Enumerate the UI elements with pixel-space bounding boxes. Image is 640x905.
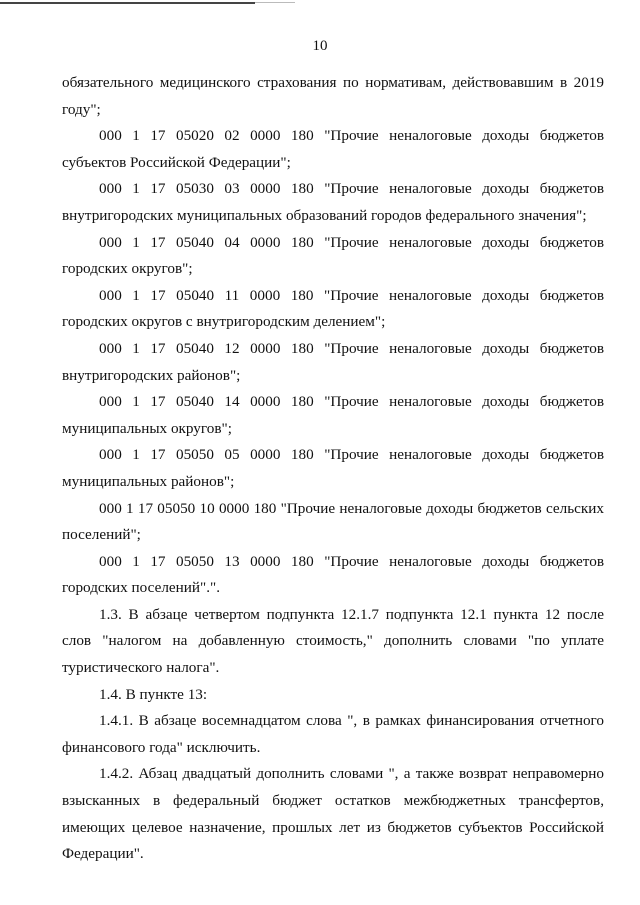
paragraph-1-4: 1.4. В пункте 13: [99,685,208,703]
paragraph-code-05050-05: 000 1 17 05050 05 0000 180 "Прочие неналоговые доходы бюджетов муниципальных районов"; [62,446,604,490]
paragraph-1-4-1: 1.4.1. В абзаце восемнадцатом слова ", в рамках финансирования отчетного финансового года" исключить. [62,712,604,756]
paragraph-1-3: 1.3. В абзаце четвертом подпункта 12.1.7 подпункта 12.1 пункта 12 после слов "налогом на добавленную стоимость," дополнить словами "по уплате туристического налога". [62,605,604,677]
paragraph-code-05040-11: 000 1 17 05040 11 0000 180 "Прочие неналоговые доходы бюджетов городских округов с внутригородским делением"; [62,286,604,331]
document-body [62,70,604,868]
paragraph-continuation: обязательного медицинского страхования по нормативам, действовавшим в 2019 году"; [62,74,604,118]
paragraph-code-05040-12: 000 1 17 05040 12 0000 180 "Прочие неналоговые доходы бюджетов внутригородских районов"; [62,339,604,384]
paragraph-1-4-2: 1.4.2. Абзац двадцатый дополнить словами ", а также возврат неправомерно взысканных в федеральный бюджет остатков межбюджетных трансфертов, имеющих целевое назначение, прошлых лет из бюджетов субъектов Российской Федерации". [62,765,604,863]
page-number: 10 [312,38,328,54]
paragraph-code-05050-10: 000 1 17 05050 10 0000 180 "Прочие неналоговые доходы бюджетов сельских поселений"; [62,499,604,544]
top-border-line-faint [255,2,295,3]
paragraph-code-05030: 000 1 17 05030 03 0000 180 "Прочие неналоговые доходы бюджетов внутригородских муниципальных образований городов федерального значения"; [62,180,604,224]
top-border-line [0,2,255,4]
paragraph-code-05040-04: 000 1 17 05040 04 0000 180 "Прочие неналоговые доходы бюджетов городских округов"; [62,233,604,278]
paragraph-code-05040-14: 000 1 17 05040 14 0000 180 "Прочие неналоговые доходы бюджетов муниципальных округов"; [62,393,604,437]
paragraph-code-05050-13: 000 1 17 05050 13 0000 180 "Прочие неналоговые доходы бюджетов городских поселений".". [62,552,604,597]
paragraph-code-05020: 000 1 17 05020 02 0000 180 "Прочие неналоговые доходы бюджетов субъектов Российской Федерации"; [62,127,604,171]
